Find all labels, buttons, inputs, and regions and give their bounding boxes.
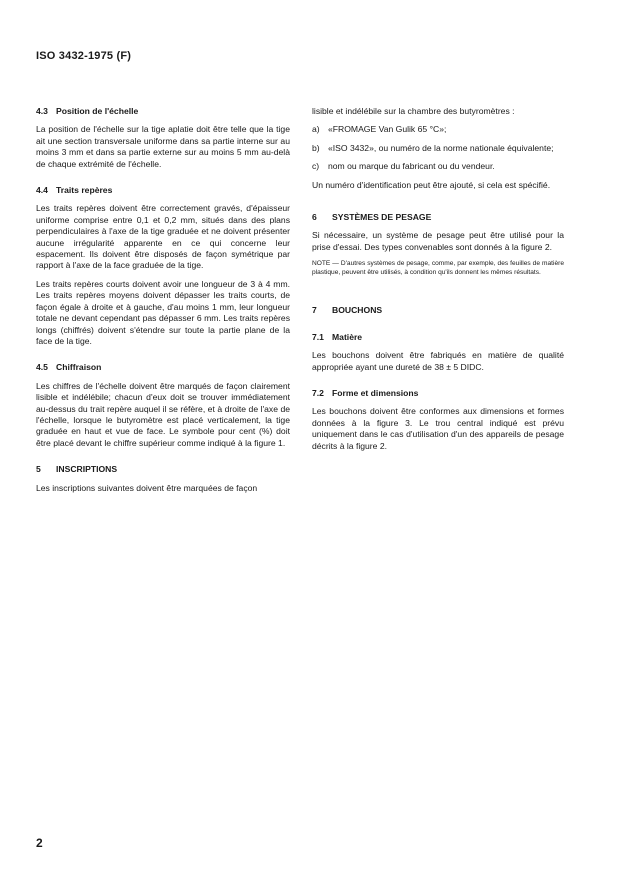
section-7-2-heading xyxy=(312,388,564,399)
section-6-note: NOTE — D'autres systèmes de pesage, comme, par exemple, des feuilles de matière plastique, peuvent être utilisés, à condition qu'ils donnent les mêmes résultats. xyxy=(312,260,564,276)
section-5-heading xyxy=(36,464,290,475)
section-4-4-paragraph-2: Les traits repères courts doivent avoir une longueur de 3 à 4 mm. Les traits repères moyens doivent dépasser les traits courts, de façon égale à droite et à gauche, d'au moins 1 mm, leur longueur totale ne devant cependant pas dépasser 6 mm. Les traits repères longs (chiffrés) doivent s'étendre sur toute la partie plane de la face de la tige. xyxy=(36,278,290,346)
section-6-paragraph: Si nécessaire, un système de pesage peut être utilisé pour la prise d'essai. Des types convenables sont donnés à la figure 2. xyxy=(312,230,564,252)
section-5-paragraph: Les inscriptions suivantes doivent être marquées de façon xyxy=(36,482,258,493)
section-7-1-heading xyxy=(312,332,564,343)
section-4-3-heading xyxy=(36,106,290,117)
document-header: ISO 3432-1975 (F) xyxy=(36,50,132,62)
identification-paragraph: Un numéro d'identification peut être ajouté, si cela est spécifié. xyxy=(312,179,551,190)
section-4-3-paragraph: La position de l'échelle sur la tige aplatie doit être telle que la tige ait une section transversale uniforme dans sa partie interne sur au moins 3 mm et dans sa partie externe sur au moins 5 mm au-delà de chaque extrémité de l'échelle. xyxy=(36,124,290,169)
section-7-2-paragraph: Les bouchons doivent être conformes aux dimensions et formes données à la figure 3. Le trou central indiqué est prévu uniquement dans le cas d'utilisation d'un des appareils de pesage décrits à la figure 2. xyxy=(312,406,564,451)
section-title: SYSTÈMES DE PESAGE xyxy=(332,212,432,223)
section-number: 7 xyxy=(312,305,317,316)
section-title: Traits repères xyxy=(56,185,113,196)
section-number: 6 xyxy=(312,212,317,223)
list-item-text: «ISO 3432», ou numéro de la norme nationale équivalente; xyxy=(328,142,554,153)
section-title: INSCRIPTIONS xyxy=(56,464,118,475)
list-item-label: c) xyxy=(312,161,320,172)
list-item xyxy=(312,124,564,135)
section-number: 4.4 xyxy=(36,185,48,196)
section-4-4-heading xyxy=(36,185,290,196)
section-7-1-paragraph: Les bouchons doivent être fabriqués en matière de qualité appropriée ayant une dureté de 38 ± 5 DIDC. xyxy=(312,350,564,372)
right-column xyxy=(312,106,564,459)
list-item-text: «FROMAGE Van Gulik 65 °C»; xyxy=(328,124,447,135)
section-4-5-paragraph: Les chiffres de l'échelle doivent être marqués de façon clairement lisible et indélébile; chacun d'eux doit se trouver immédiatement au-dessus du trait repère auquel il se réfère, et à droite de l'axe de l'échelle, lorsque le butyromètre est placé verticalement, la tige graduée en haut et vue de face. Le symbole pour cent (%) doit être placé devant le chiffre supérieur comme indiqué à la figure 1. xyxy=(36,380,290,448)
section-title: Position de l'échelle xyxy=(56,106,139,116)
list-item-label: a) xyxy=(312,124,320,135)
section-title: Matière xyxy=(332,331,363,342)
section-7-heading xyxy=(312,305,564,316)
section-title: Forme et dimensions xyxy=(332,388,419,399)
list-item-label: b) xyxy=(312,142,320,153)
section-4-4-paragraph-1: Les traits repères doivent être correctement gravés, d'épaisseur uniforme comprise entre 0,1 et 0,2 mm, situés dans des plans perpendiculaires à l'axe de la tige graduée et ne doivent présenter aucune irrégularité apparente en ce qui concerne leur espacement. Ils doivent être disposés de façon symétrique par rapport à l'axe de la face graduée de la tige. xyxy=(36,203,290,271)
list-item-text: nom ou marque du fabricant ou du vendeur. xyxy=(328,161,495,172)
section-number: 5 xyxy=(36,464,41,475)
section-title: BOUCHONS xyxy=(332,305,383,316)
section-number: 7.1 xyxy=(312,331,324,342)
list-item xyxy=(312,161,564,172)
section-number: 4.5 xyxy=(36,362,48,373)
page-number: 2 xyxy=(36,836,43,850)
section-6-heading xyxy=(312,212,564,223)
left-column xyxy=(36,106,290,501)
section-number: 7.2 xyxy=(312,388,324,399)
section-4-5-heading xyxy=(36,362,290,373)
section-number: 4.3 xyxy=(36,106,48,116)
list-item xyxy=(312,143,564,154)
inscriptions-continuation: lisible et indélébile sur la chambre des butyromètres : xyxy=(312,106,515,116)
section-title: Chiffraison xyxy=(56,362,102,373)
